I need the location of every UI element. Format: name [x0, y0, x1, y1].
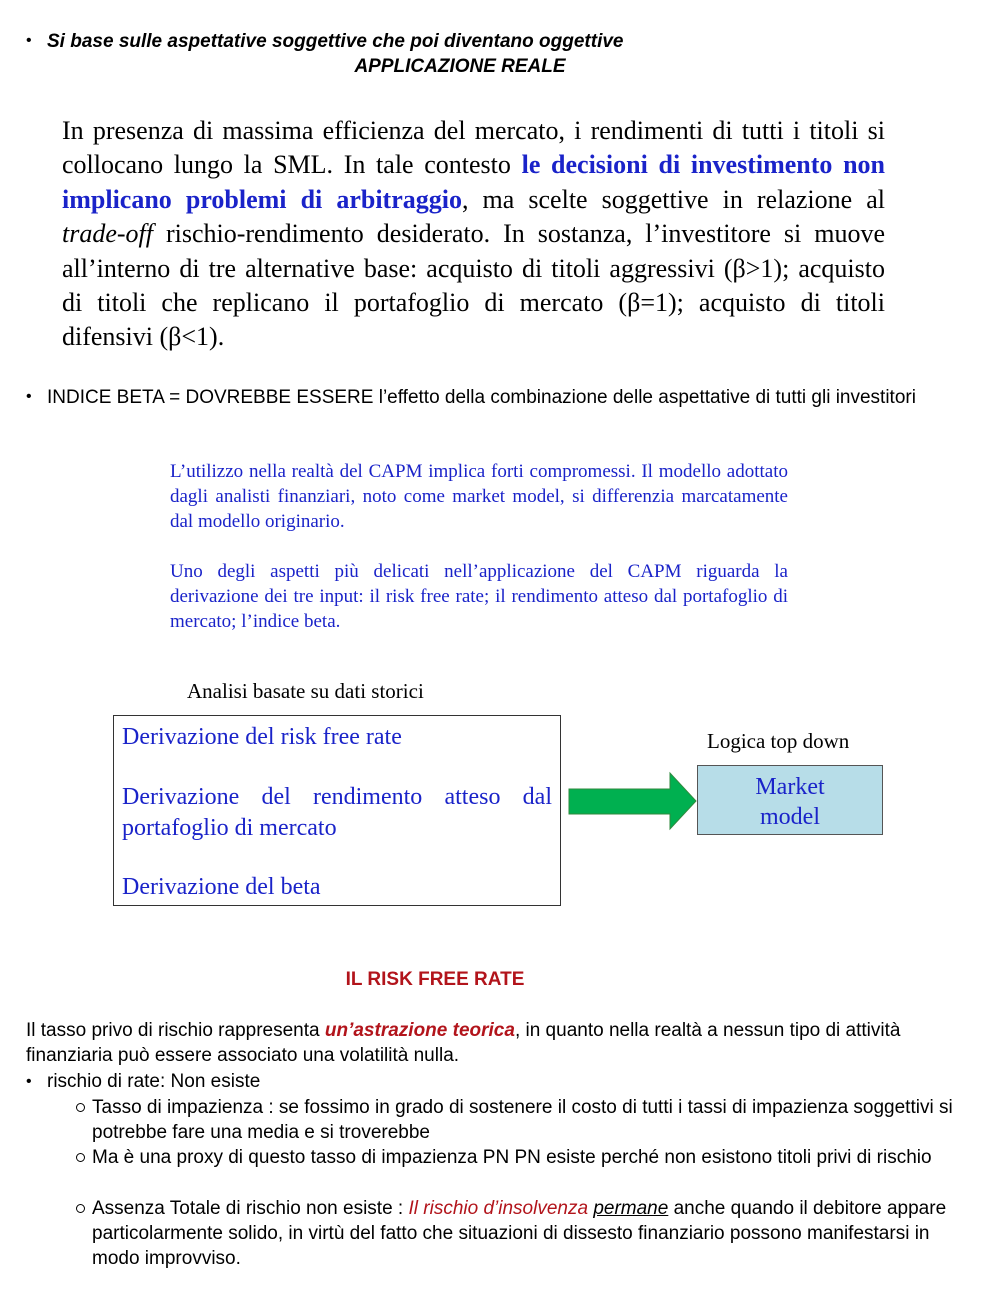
quote-capm-para1: L’utilizzo nella realtà del CAPM implica forti compromessi. Il modello adottato dagli analisti finanziari, noto come market model, si differenzia marcatamente dal modello originario.	[170, 461, 788, 532]
quote-highlight: le decisioni di investimento non implicano problemi di arbitraggio	[62, 150, 885, 214]
intro-text: , in quanto nella realtà a nessun tipo di attività finanziaria può essere associato una volatilità nulla.	[26, 1020, 901, 1066]
quote-text: rischio-rendimento desiderato. In sostanza, l’investitore si muove all’interno di tre alternative base: acquisto di titoli aggressivi (β>1); acquisto di titoli che replicano il portafoglio di mercato (β=1); acquisto di titoli difensivi (β<1).	[62, 219, 885, 352]
sub-bullet-circle	[76, 1153, 85, 1162]
sub-bullet-impatience: Tasso di impazienza : se fossimo in grado di sostenere il costo di tutti i tassi di impazienza soggettivi si potrebbe fare una media e si troverebbe	[92, 1097, 953, 1143]
bullet-rate-risk: rischio di rate: Non esiste	[47, 1071, 261, 1092]
quote-capm-para2: Uno degli aspetti più delicati nell’applicazione del CAPM riguarda la derivazione dei tre input: il risk free rate; il rendimento atteso dal portafoglio di mercato; l’indice beta.	[170, 561, 788, 632]
derivation-item: Derivazione del beta	[122, 874, 321, 900]
bullet-dot: •	[26, 1073, 32, 1090]
sub-text: Assenza Totale di rischio non esiste :	[92, 1198, 409, 1219]
market-model-label: model	[760, 804, 820, 830]
diagram-left-label: Analisi basate su dati storici	[187, 679, 424, 703]
heading-risk-free-rate: IL RISK FREE RATE	[345, 969, 525, 990]
risk-free-intro	[26, 1018, 976, 1068]
derivation-item: Derivazione del rendimento atteso dal portafoglio di mercato	[122, 784, 552, 841]
right-arrow-icon	[568, 771, 698, 831]
quote-text: In presenza di massima efficienza del mercato, i rendimenti di tutti i titoli si collocano lungo la SML. In tale contesto	[62, 116, 885, 180]
intro-emphasis: un’astrazione teorica	[324, 1020, 515, 1041]
bullet-subjective-expectations: Si base sulle aspettative soggettive che poi diventano oggettive	[47, 31, 624, 52]
diagram-right-label: Logica top down	[707, 729, 850, 753]
sub-bullet-circle	[76, 1204, 85, 1213]
intro-text: Il tasso privo di rischio rappresenta	[26, 1020, 325, 1041]
sub-red-text: Il rischio d’insolvenza	[408, 1198, 589, 1219]
sub-bullet-proxy: Ma è una proxy di questo tasso di impazienza PN PN esiste perché non esistono titoli privi di rischio	[92, 1147, 932, 1168]
quote-text: , ma scelte soggettive in relazione al	[461, 184, 885, 214]
sub-underline-text: permane	[593, 1198, 669, 1219]
quote-market-efficiency	[62, 114, 885, 355]
sub-bullet-total-risk	[92, 1196, 977, 1271]
heading-real-application: APPLICAZIONE REALE	[354, 56, 566, 77]
sub-text: anche quando il debitore appare particolarmente solido, in virtù del fatto che situazioni di dissesto finanziario possono manifestarsi in modo improvviso.	[92, 1198, 947, 1269]
bullet-beta-index: INDICE BETA = DOVREBBE ESSERE l’effetto della combinazione delle aspettative di tutti gli investitori	[47, 387, 916, 408]
quote-italic: trade-off	[62, 219, 153, 249]
market-model-label: Market	[755, 774, 825, 800]
bullet-dot: •	[26, 32, 32, 49]
bullet-dot: •	[26, 388, 32, 405]
sub-bullet-circle	[76, 1103, 85, 1112]
derivation-item: Derivazione del risk free rate	[122, 724, 402, 750]
